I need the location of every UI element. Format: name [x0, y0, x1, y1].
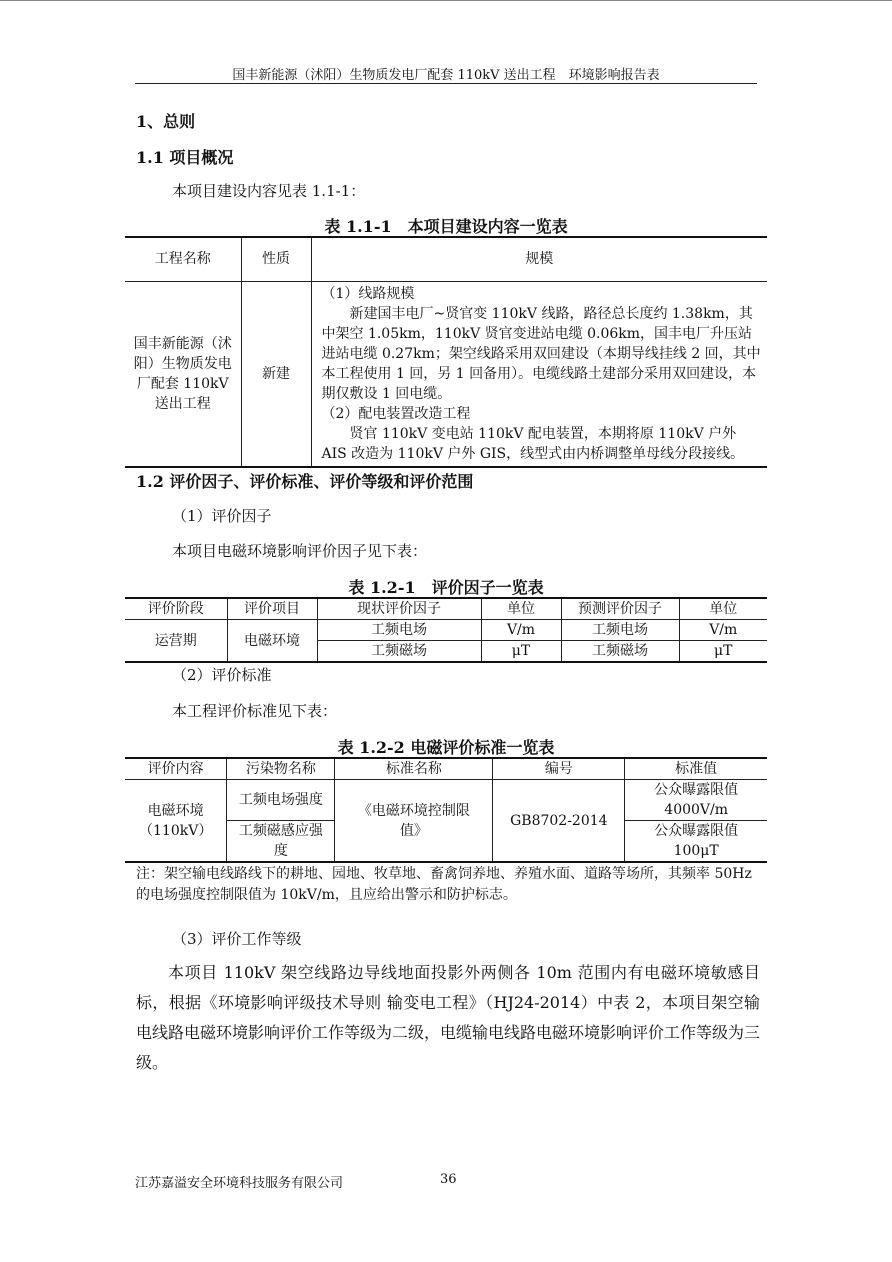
table3-header-pollutant: 污染物名称: [227, 758, 335, 780]
level-heading: （3）评价工作等级: [172, 930, 302, 948]
table1-header-nature: 性质: [241, 237, 311, 281]
table3-content: 电磁环境（110kV）: [125, 780, 227, 863]
table3-header-content: 评价内容: [125, 758, 227, 780]
standard-heading: （2）评价标准: [172, 666, 272, 684]
table2-unit: μT: [481, 641, 561, 663]
table2-caption: 表 1.2-1 评价因子一览表: [348, 578, 544, 597]
table1-header-scale: 规模: [311, 237, 767, 281]
page-number: 36: [440, 1172, 457, 1187]
table1-project-nature: 新建: [241, 281, 311, 467]
table2-header-unit: 单位: [679, 598, 767, 620]
factor-intro: 本项目电磁环境影响评价因子见下表：: [172, 542, 428, 560]
evaluation-factor-table: [125, 597, 767, 663]
table2-header-unit: 单位: [481, 598, 561, 620]
scale-line-text: 新建国丰电厂~贤官变 110kV 线路，路径总长度约 1.38km，其中架空 1.05km，110kV 贤官变进站电缆 0.06km，国丰电厂升压站进站电缆 0.27km；架空线路采用双回建设（本期导线挂线 2 回，其中本工程使用 1 回，另 1 回备用）。电缆线路土建部分采用双回建设，本期仅敷设 1 回电缆。: [321, 305, 761, 402]
table3-standard-name: 《电磁环境控制限值》: [335, 780, 493, 863]
standard-intro: 本工程评价标准见下表：: [172, 702, 338, 720]
section-heading-evaluation: 1.2 评价因子、评价标准、评价等级和评价范围: [136, 472, 474, 491]
table2-unit: V/m: [679, 620, 767, 641]
table2-unit: μT: [679, 641, 767, 663]
table3-header-value: 标准值: [625, 758, 767, 780]
table3-header-code: 编号: [493, 758, 625, 780]
running-header: 国丰新能源（沭阳）生物质发电厂配套 110kV 送出工程 环境影响报告表: [232, 68, 660, 83]
table1-header-name: 工程名称: [125, 237, 241, 281]
table1-caption: 表 1.1-1 本项目建设内容一览表: [324, 217, 568, 236]
table2-unit: V/m: [481, 620, 561, 641]
scale-substation-text: 贤官 110kV 变电站 110kV 配电装置，本期将原 110kV 户外 AIS 改造为 110kV 户外 GIS，线型式由内桥调整单母线分段接线。: [321, 425, 745, 462]
table2-header-item: 评价项目: [227, 598, 317, 620]
table2-predict-factor: 工频磁场: [561, 641, 679, 663]
table-note: 注：架空输电线路线下的耕地、园地、牧草地、畜禽饲养地、养殖水面、道路等场所，其频率 50Hz 的电场强度控制限值为 10kV/m，且应给出警示和防护标志。: [136, 866, 752, 903]
section-heading-general: 1、总则: [136, 112, 196, 131]
level-paragraph: 本项目 110kV 架空线路边导线地面投影外两侧各 10m 范围内有电磁环境敏感目标，根据《环境影响评级技术导则 输变电工程》（HJ24-2014）中表 2，本项目架空输电线路电磁环境影响评价工作等级为二级，电缆输电线路电磁环境影响评价工作等级为三级。: [136, 963, 761, 1072]
header-rule: [135, 83, 757, 84]
table3-pollutant: 工频磁感应强度: [227, 821, 335, 863]
table3-header-standard-name: 标准名称: [335, 758, 493, 780]
table1-project-scale: [311, 281, 767, 467]
table3-caption: 表 1.2-2 电磁评价标准一览表: [337, 738, 555, 757]
scale-substation-heading: （2）配电装置改造工程: [321, 405, 471, 422]
scale-line-heading: （1）线路规模: [321, 285, 415, 302]
overview-intro: 本项目建设内容见表 1.1-1：: [172, 182, 366, 200]
table1-project-name: 国丰新能源（沭阳）生物质发电厂配套 110kV 送出工程: [125, 281, 241, 467]
table2-header-current-factor: 现状评价因子: [317, 598, 481, 620]
table3-pollutant: 工频电场强度: [227, 780, 335, 821]
factor-heading: （1）评价因子: [172, 507, 272, 525]
construction-content-table: [125, 236, 767, 468]
table2-header-predict-factor: 预测评价因子: [561, 598, 679, 620]
table2-item: 电磁环境: [227, 620, 317, 663]
footer-company: 江苏嘉溢安全环境科技服务有限公司: [135, 1176, 344, 1191]
table2-current-factor: 工频磁场: [317, 641, 481, 663]
table2-header-stage: 评价阶段: [125, 598, 227, 620]
electromagnetic-standard-table: [125, 757, 767, 863]
table3-value: 公众曝露限值 100μT: [625, 821, 767, 863]
table2-stage: 运营期: [125, 620, 227, 663]
table2-predict-factor: 工频电场: [561, 620, 679, 641]
page-top-border: [0, 0, 892, 1]
table3-value: 公众曝露限值 4000V/m: [625, 780, 767, 821]
table3-code: GB8702-2014: [493, 780, 625, 863]
section-heading-overview: 1.1 项目概况: [136, 148, 234, 167]
table2-current-factor: 工频电场: [317, 620, 481, 641]
